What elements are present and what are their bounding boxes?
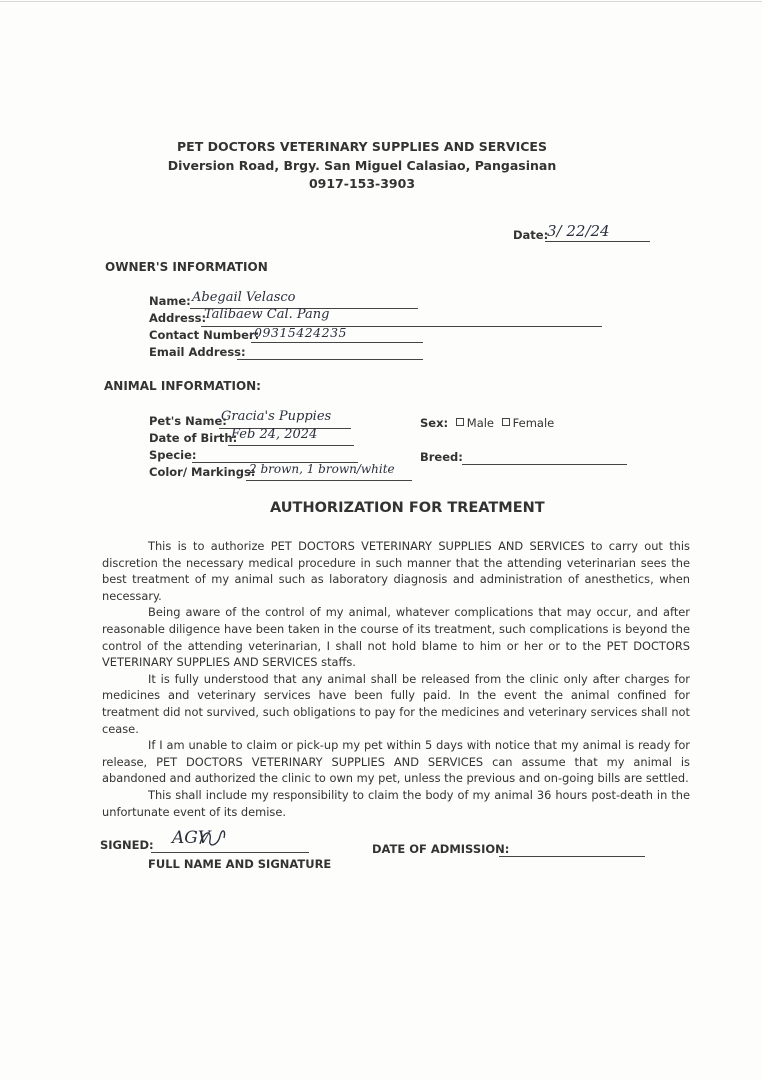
signature-line (151, 852, 309, 853)
owner-contact-label: Contact Number: (149, 328, 260, 342)
signature-value: AGV (172, 828, 211, 848)
date-of-admission-label: DATE OF ADMISSION: (372, 842, 510, 856)
owner-name-value: Abegail Velasco (192, 290, 296, 305)
signature-scribble (196, 826, 230, 852)
sex-label: Sex: (420, 416, 449, 430)
company-address: Diversion Road, Brgy. San Miguel Calasiao, Pangasinan (167, 158, 557, 173)
signed-label: SIGNED: (100, 838, 154, 852)
date-of-admission-line (499, 856, 645, 857)
authorization-title: AUTHORIZATION FOR TREATMENT (270, 500, 545, 516)
sex-field (420, 416, 554, 430)
animal-section-title: ANIMAL INFORMATION: (104, 379, 261, 393)
male-checkbox[interactable] (456, 418, 464, 426)
owner-email-line (237, 359, 423, 360)
specie-label: Specie: (149, 448, 197, 462)
breed-label: Breed: (420, 450, 463, 464)
authorization-paragraph: This shall include my responsibility to claim the body of my animal 36 hours post-death in the unfortunate event of its demise. (102, 787, 690, 819)
owner-email-label: Email Address: (149, 345, 246, 359)
pet-name-value: Gracia's Puppies (221, 409, 332, 424)
authorization-paragraph: Being aware of the control of my animal, whatever complications that may occur, and after reasonable diligence have been taken in the course of its treatment, such complications is beyond the control of the attending veterinarian, I shall not hold blame to him or her or to the PET DOCTORS VETERINARY SUPPLIES AND SERVICES staffs. (102, 605, 690, 670)
authorization-paragraph: This is to authorize PET DOCTORS VETERINARY SUPPLIES AND SERVICES to carry out this discretion the necessary medical procedure in such manner that the attending veterinarian sees the best treatment of my animal such as laboratory diagnosis and administration of anesthetics, when necessary. (102, 539, 690, 603)
female-label: Female (512, 416, 555, 430)
dob-label: Date of Birth: (149, 431, 238, 445)
date-line (545, 241, 650, 242)
date-value: 3/ 22/24 (547, 222, 610, 240)
dob-value: Feb 24, 2024 (231, 427, 318, 442)
owner-address-label: Address: (149, 311, 207, 325)
owner-address-value: Talibaew Cal. Pang (204, 307, 330, 322)
authorization-paragraph: If I am unable to claim or pick-up my pet within 5 days with notice that my animal is ready for release, PET DOCTORS VETERINARY SUPPLIES AND SERVICES can assume that my animal is abandoned and authorized the clinic to own my pet, unless the previous and on-going bills are settled. (102, 738, 690, 786)
dob-line (228, 445, 354, 446)
authorization-paragraph: It is fully understood that any animal shall be released from the clinic only after charges for medicines and veterinary services have been fully paid. In the event the animal confined for treatment did not survived, such obligations to pay for the medicines and veterinary services shall not cease. (102, 671, 690, 736)
owner-contact-line (251, 342, 423, 343)
date-label: Date: (513, 228, 549, 242)
owner-name-label: Name: (149, 294, 191, 308)
scan-edge-line (0, 1, 762, 2)
pet-name-label: Pet's Name: (149, 414, 227, 428)
owner-contact-value: 09315424235 (254, 325, 347, 340)
company-name: PET DOCTORS VETERINARY SUPPLIES AND SERVICES (177, 139, 547, 154)
owner-section-title: OWNER'S INFORMATION (105, 260, 268, 274)
signature-caption: FULL NAME AND SIGNATURE (148, 857, 332, 871)
color-markings-value: 2 brown, 1 brown/white (249, 462, 395, 476)
female-checkbox[interactable] (502, 418, 510, 426)
color-markings-label: Color/ Markings: (149, 465, 256, 479)
authorization-body (102, 538, 690, 820)
male-label: Male (466, 416, 495, 430)
company-phone: 0917-153-3903 (308, 176, 416, 191)
color-markings-line (246, 480, 412, 481)
breed-line (462, 464, 627, 465)
